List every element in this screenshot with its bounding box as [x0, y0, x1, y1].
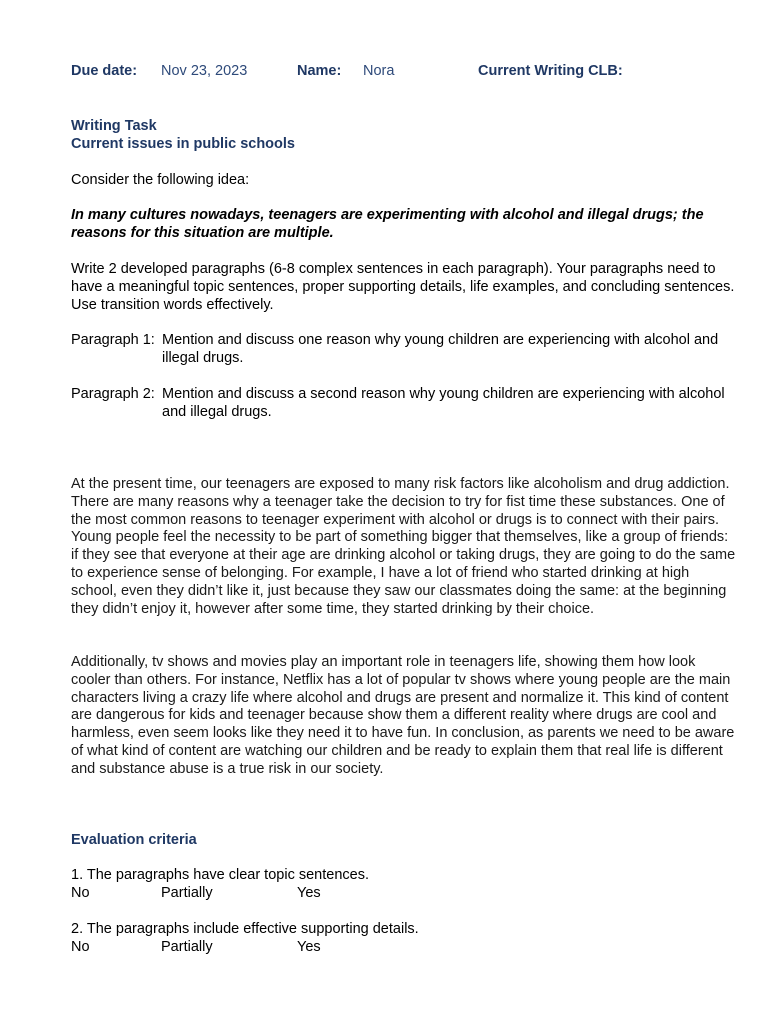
criterion-1-text: 1. The paragraphs have clear topic sentences.: [71, 867, 369, 883]
header-row: [71, 63, 736, 83]
criterion-2-text: 2. The paragraphs include effective supporting details.: [71, 921, 419, 937]
name-label: Name:: [297, 63, 342, 79]
due-date-value: Nov 23, 2023: [161, 63, 248, 79]
clb-label: Current Writing CLB:: [478, 63, 623, 79]
option-partially[interactable]: Partially: [161, 884, 213, 901]
idea-statement: In many cultures nowadays, teenagers are experimenting with alcohol and illegal drugs; the reasons for this situation are multiple.: [71, 207, 704, 241]
essay-paragraph-1: At the present time, our teenagers are exposed to many risk factors like alcoholism and drug addiction. There are many reasons why a teenager take the decision to try for fist time these substances. One of the most common reasons to teenager experiment with alcohol or drugs is to connect with their pairs. Young people feel the necessity to be part of something bigger that themselves, like a group of friends: if they see that everyone at their age are drinking alcohol or taking drugs, they are going to do the same to experience sense of belonging. For example, I have a lot of friend who started drinking at high school, even they didn’t like it, just because they saw our classmates doing the same: at the beginning they didn’t enjoy it, however after some time, they started drinking by their choice.: [71, 476, 736, 617]
criterion-1-options: [71, 885, 736, 903]
evaluation-title: Evaluation criteria: [71, 832, 197, 848]
paragraph-2-prompt: [71, 386, 736, 422]
paragraph-1-label: Paragraph 1:: [71, 332, 155, 348]
criterion-2: [71, 921, 736, 957]
paragraph-1-text: Mention and discuss one reason why young children are experiencing with alcohol and illegal drugs.: [162, 332, 719, 366]
option-yes[interactable]: Yes: [297, 938, 321, 955]
option-no[interactable]: No: [71, 938, 90, 955]
option-partially[interactable]: Partially: [161, 938, 213, 955]
criterion-1: [71, 867, 736, 903]
option-no[interactable]: No: [71, 884, 90, 901]
paragraph-2-label: Paragraph 2:: [71, 386, 155, 402]
option-yes[interactable]: Yes: [297, 884, 321, 901]
criterion-2-options: [71, 939, 736, 957]
paragraph-2-text: Mention and discuss a second reason why young children are experiencing with alcohol and illegal drugs.: [162, 386, 725, 420]
name-value: Nora: [363, 63, 395, 79]
essay-paragraph-2: Additionally, tv shows and movies play an important role in teenagers life, showing them how look cooler than others. For instance, Netflix has a lot of popular tv shows where young people are the main characters living a crazy life where alcohol and drugs are present and normalize it. This kind of content are dangerous for kids and teenager because show them a different reality where drugs are cool and harmless, even seem looks like they need it to have fun. In conclusion, as parents we need to be aware of what kind of content are watching our children and be ready to explain them that real life is different and substance abuse is a true risk in our society.: [71, 654, 735, 777]
task-subtitle: Current issues in public schools: [71, 136, 295, 152]
consider-text: Consider the following idea:: [71, 172, 250, 188]
paragraph-1-prompt: [71, 332, 736, 368]
instructions-text: Write 2 developed paragraphs (6-8 complex sentences in each paragraph). Your paragraphs need to have a meaningful topic sentences, proper supporting details, life examples, and concluding sentences. Use transition words effectively.: [71, 261, 735, 313]
due-date-label: Due date:: [71, 63, 138, 79]
task-title: Writing Task: [71, 118, 157, 134]
